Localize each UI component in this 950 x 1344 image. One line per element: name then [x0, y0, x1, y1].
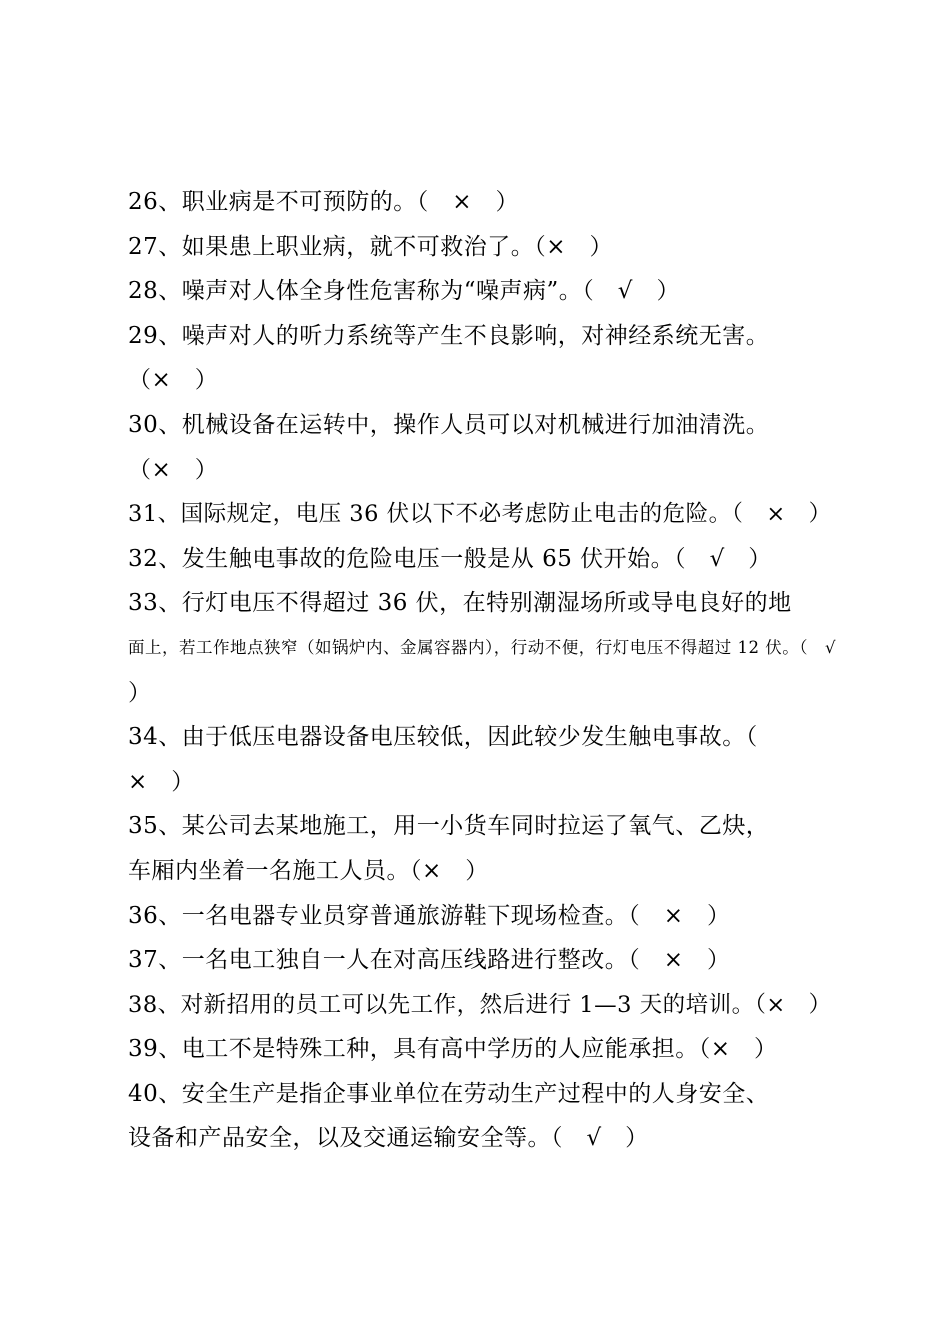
question-line-27: 27、如果患上职业病，就不可救治了。（× ）: [128, 233, 614, 260]
question-line-28: 28、噪声对人体全身性危害称为“噪声病”。（ √ ）: [128, 278, 680, 305]
question-line-38: 38、对新招用的员工可以先工作，然后进行 1—3 天的培训。（× ）: [128, 991, 832, 1018]
question-line-26: 26、职业病是不可预防的。（ × ）: [128, 189, 520, 215]
question-line-35-continued: 车厢内坐着一名施工人员。（× ）: [128, 857, 489, 884]
question-line-33-answer: ）: [128, 679, 152, 706]
question-line-40-continued: 设备和产品安全，以及交通运输安全等。（ √ ）: [128, 1125, 649, 1152]
question-line-31: 31、国际规定，电压 36 伏以下不必考虑防止电击的危险。（ × ）: [128, 501, 832, 528]
question-line-29: 29、噪声对人的听力系统等产生不良影响，对神经系统无害。: [128, 322, 770, 349]
question-line-30-answer: （× ）: [128, 456, 219, 483]
question-line-29-answer: （× ）: [128, 367, 219, 394]
question-line-34-answer: × ）: [128, 768, 195, 795]
question-line-33: 33、行灯电压不得超过 36 伏，在特别潮湿场所或导电良好的地: [128, 590, 792, 617]
question-line-32: 32、发生触电事故的危险电压一般是从 65 伏开始。（ √ ）: [128, 545, 772, 572]
question-line-35: 35、某公司去某地施工，用一小货车同时拉运了氧气、乙炔，: [128, 813, 770, 840]
question-line-33-continued: 面上，若工作地点狭窄（如锅炉内、金属容器内），行动不便，行灯电压不得超过 12 伏。（ √: [128, 637, 836, 657]
question-line-40: 40、安全生产是指企事业单位在劳动生产过程中的人身安全、: [128, 1080, 770, 1107]
question-line-36: 36、一名电器专业员穿普通旅游鞋下现场检查。（ × ）: [128, 902, 731, 929]
question-line-30: 30、机械设备在运转中，操作人员可以对机械进行加油清洗。: [128, 411, 770, 438]
question-line-39: 39、电工不是特殊工种，具有高中学历的人应能承担。（× ）: [128, 1036, 778, 1063]
question-line-34: 34、由于低压电器设备电压较低，因此较少发生触电事故。（: [128, 724, 758, 751]
question-list: [128, 180, 838, 1161]
question-line-37: 37、一名电工独自一人在对高压线路进行整改。（ × ）: [128, 947, 731, 974]
